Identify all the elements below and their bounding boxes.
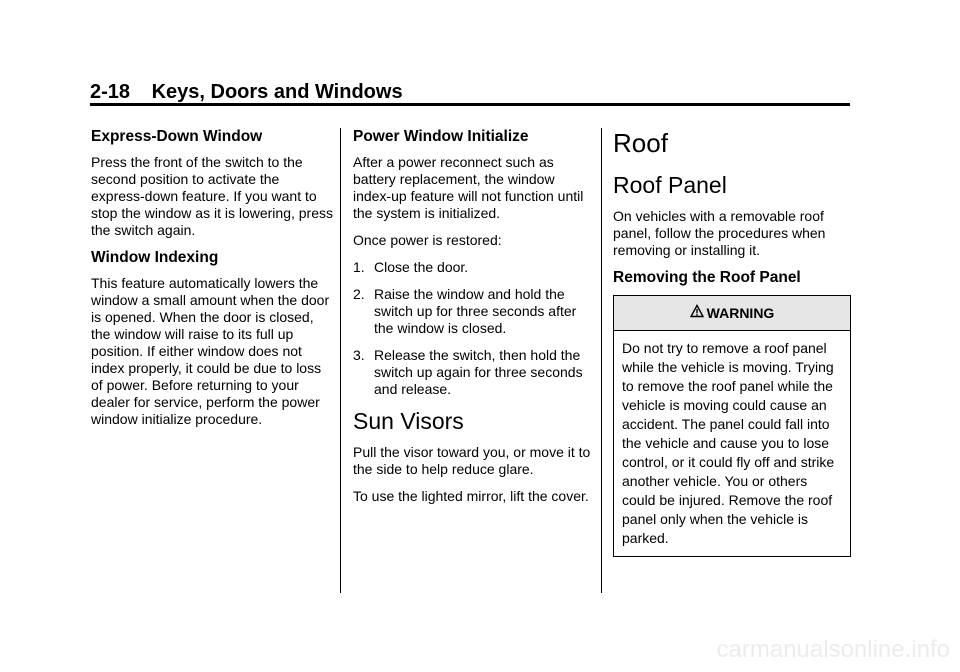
column-1 [91, 128, 333, 438]
page-number: 2-18 [90, 81, 131, 103]
heading-power-window-initialize: Power Window Initialize [353, 128, 529, 145]
list-item: 1. Close the door. [353, 259, 469, 275]
heading-sun-visors: Sun Visors [353, 408, 464, 434]
list-item: 2. Raise the window and hold the switch up for three seconds after the window is closed. [353, 286, 577, 336]
warning-text: Do not try to remove a roof panel while the vehicle is moving. Trying to remove the roof panel while the vehicle is moving could cause an accident. The panel could fall into the vehicle and cause you to lose control, or it could fly off and strike another vehicle. You or others could be injured. Remove the roof panel only when the vehicle is parked. [622, 340, 835, 546]
window-indexing-paragraph: This feature automatically lowers the window a small amount when the door is opened. When the door is closed, the window will raise to its full up position. If either window does not index properly, it could be due to loss of power. Before returning to your dealer for service, perform the power window initialize procedure. [91, 275, 330, 427]
column-3 [613, 128, 853, 557]
column-divider-2 [601, 128, 602, 593]
power-window-paragraph: After a power reconnect such as battery replacement, the window index-up feature will not function until the system is initialized. [353, 154, 584, 221]
heading-roof: Roof [613, 128, 668, 158]
watermark: carmanualsonline.info [716, 636, 950, 663]
list-item: 3. Release the switch, then hold the switch up again for three seconds and release. [353, 347, 583, 397]
heading-removing-roof-panel: Removing the Roof Panel [613, 269, 801, 286]
warning-label: WARNING [706, 305, 775, 321]
page-header [90, 80, 850, 104]
heading-roof-panel: Roof Panel [613, 172, 727, 198]
warning-box [613, 295, 851, 557]
heading-express-down-window: Express-Down Window [91, 128, 263, 145]
roof-panel-paragraph: On vehicles with a removable roof panel, follow the procedures when removing or installing it. [613, 208, 826, 258]
lighted-mirror-paragraph: To use the lighted mirror, lift the cover. [353, 488, 589, 504]
once-power-restored: Once power is restored: [353, 232, 502, 248]
column-divider-1 [340, 128, 341, 593]
warning-icon [690, 304, 704, 323]
section-title: Keys, Doors and Windows [151, 81, 403, 103]
sun-visors-paragraph: Pull the visor toward you, or move it to the side to help reduce glare. [353, 444, 591, 477]
warning-header [614, 296, 850, 331]
express-down-paragraph: Press the front of the switch to the second position to activate the express-down feature. If you want to stop the window as it is lowering, press the switch again. [91, 154, 333, 238]
column-2 [353, 128, 593, 515]
initialize-steps [353, 259, 593, 398]
header-rule [90, 103, 850, 106]
heading-window-indexing: Window Indexing [91, 249, 219, 266]
